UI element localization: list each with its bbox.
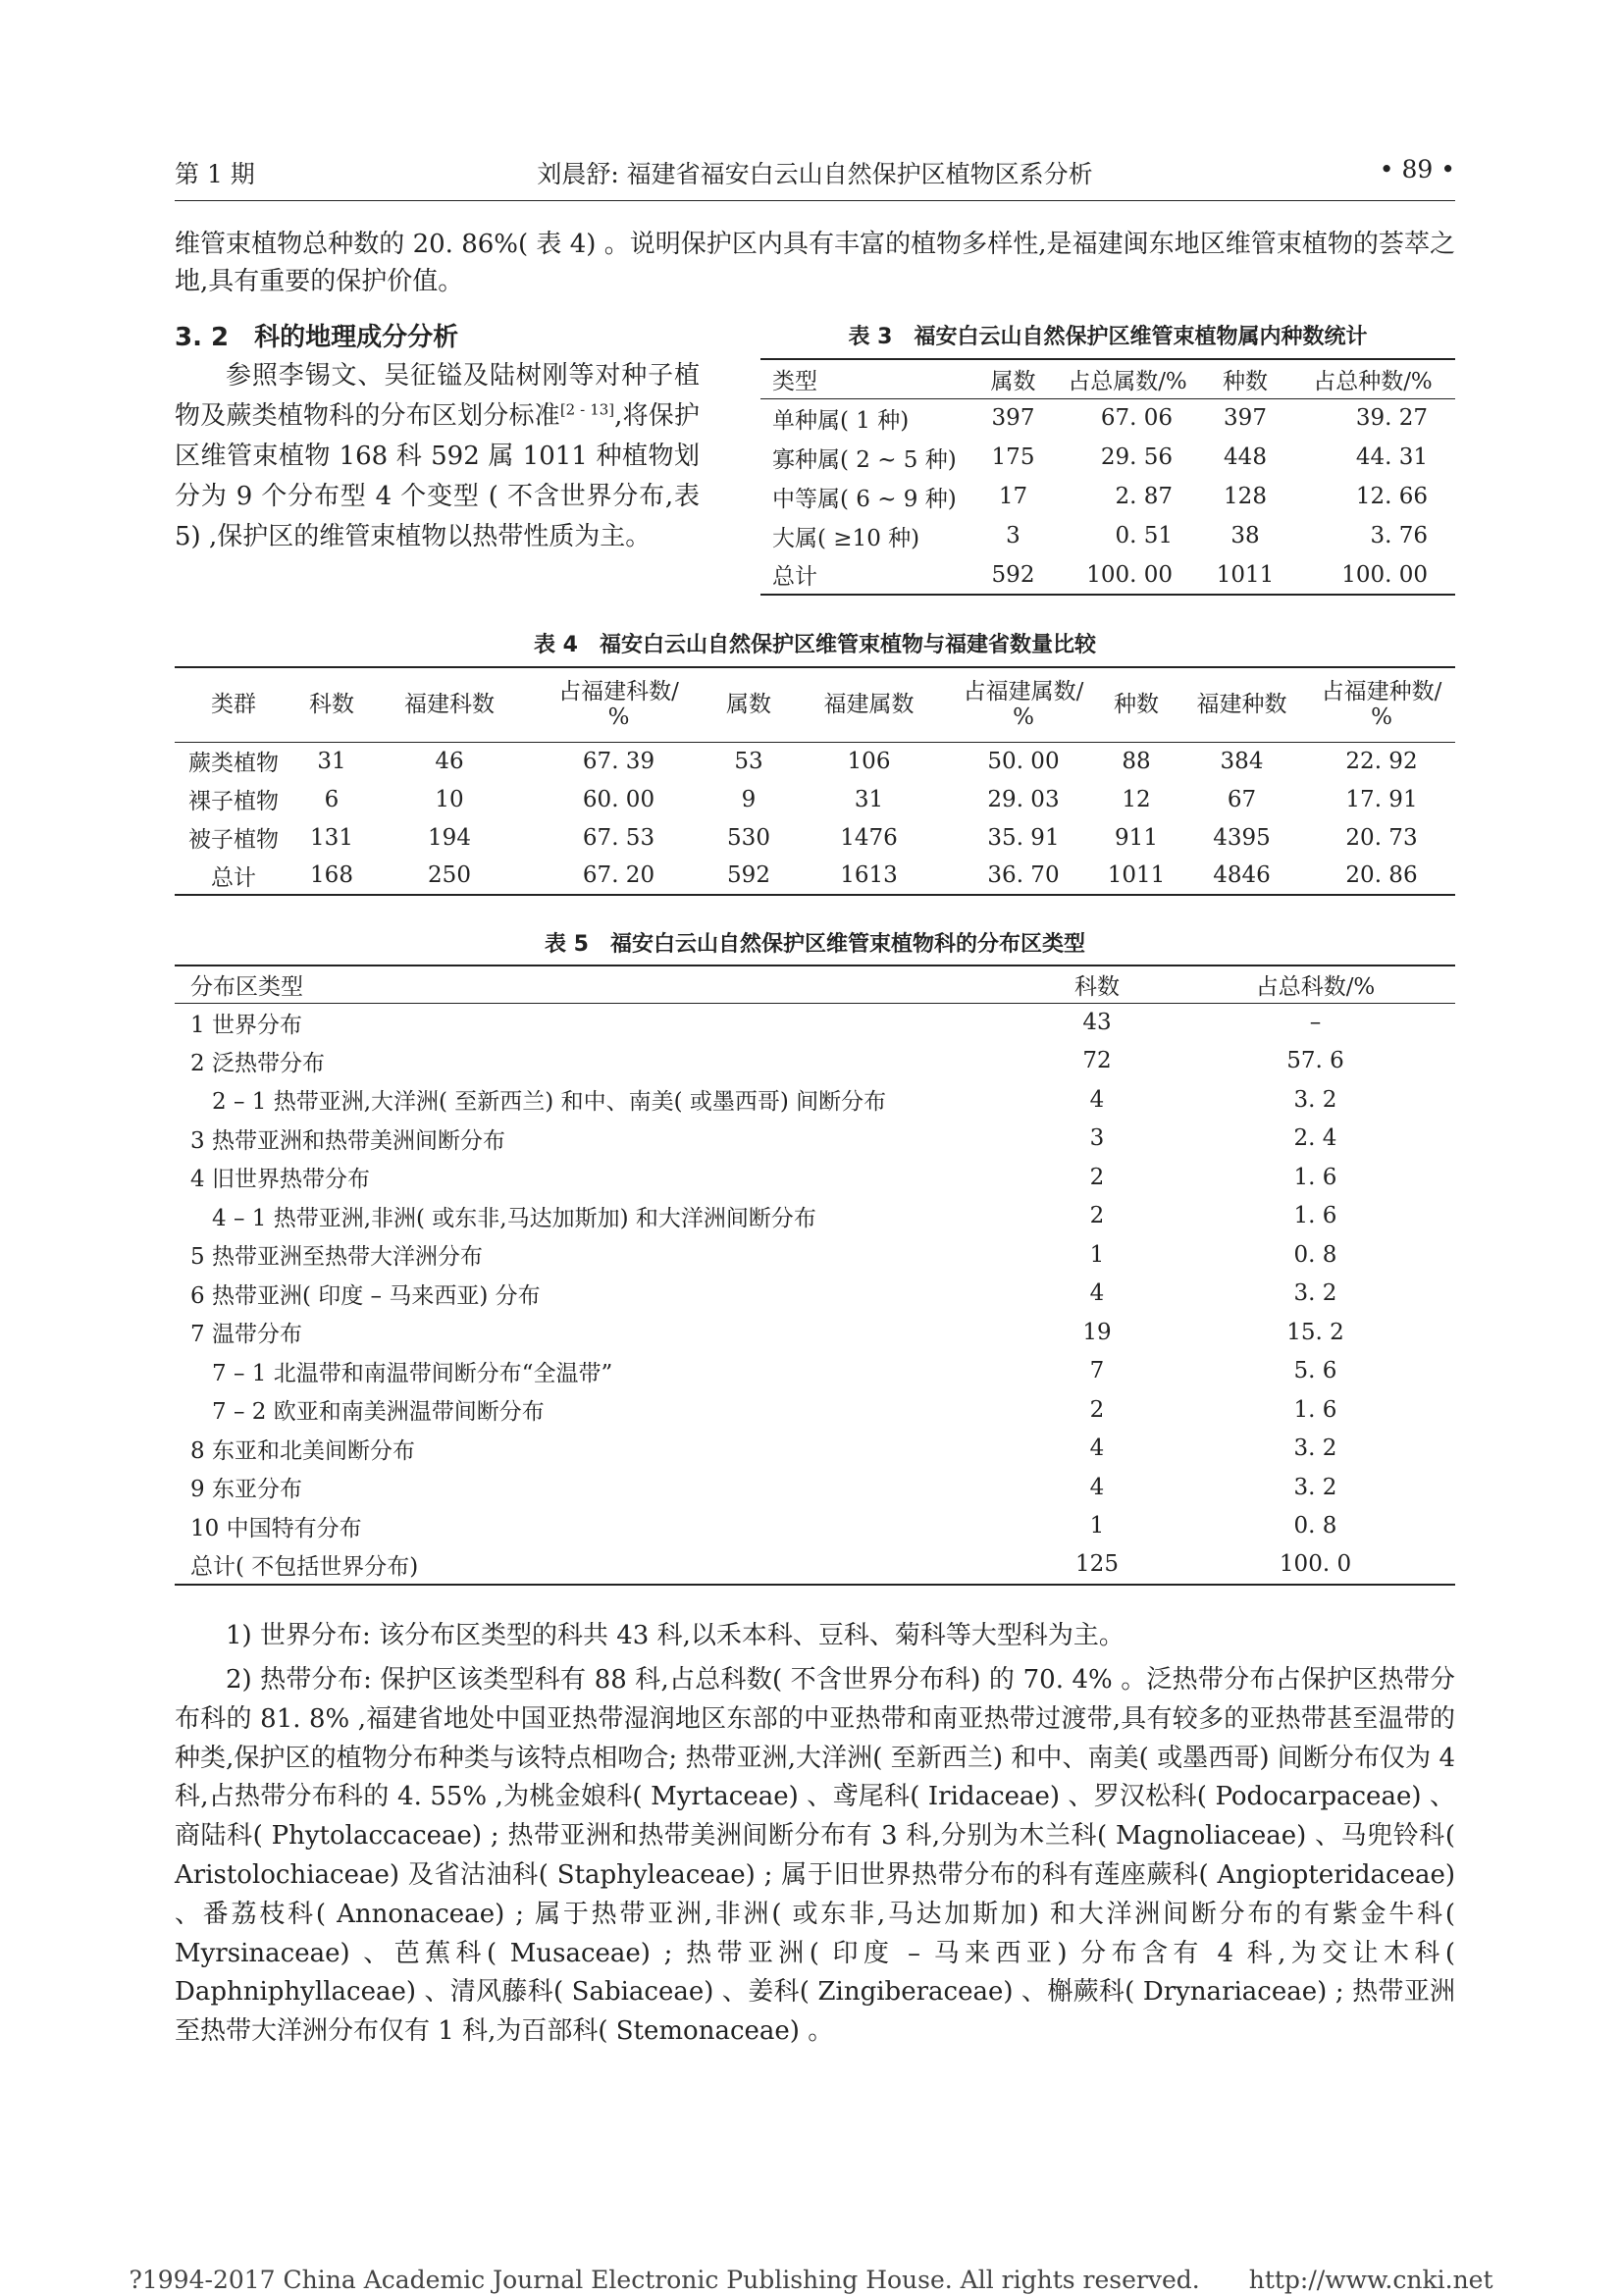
table3-header: 属数 xyxy=(990,368,1036,394)
table-cell: 530 xyxy=(727,824,770,851)
table5-header-row xyxy=(175,965,1455,1003)
table-cell: 3 xyxy=(1006,523,1020,548)
table-cell: 2 xyxy=(1089,1396,1105,1423)
table-cell: 29. 03 xyxy=(987,786,1060,812)
table-cell: 2 – 1 热带亚洲,大洋洲( 至新西兰) 和中、南美( 或墨西哥) 间断分布 xyxy=(212,1089,887,1116)
table-cell: 67. 53 xyxy=(582,824,655,851)
table-cell: 17 xyxy=(998,484,1028,509)
table-cell: 10 中国特有分布 xyxy=(190,1515,362,1541)
table-cell: 36. 70 xyxy=(987,862,1060,888)
table-row xyxy=(175,1275,1455,1314)
table-cell: 1476 xyxy=(840,824,898,851)
table-cell: 194 xyxy=(428,824,471,851)
table3-header: 种数 xyxy=(1223,368,1268,394)
table-cell: 125 xyxy=(1075,1551,1119,1578)
table-cell: 100. 00 xyxy=(1341,561,1428,588)
table-row xyxy=(175,1352,1455,1391)
section-heading: 3. 2 科的地理成分分析 xyxy=(175,323,459,352)
running-title: 刘晨舒: 福建省福安白云山自然保护区植物区系分析 xyxy=(537,160,1093,188)
table-cell: 592 xyxy=(991,561,1035,588)
table-row xyxy=(760,516,1455,555)
table-row xyxy=(175,1313,1455,1352)
table-cell: 53 xyxy=(734,748,763,774)
intro-paragraph: 维管束植物总种数的 20. 86%( 表 4) 。说明保护区内具有丰富的植物多样性,是福建闽东地区维管束植物的荟萃之地,具有重要的保护价值。 xyxy=(175,230,1455,296)
table-cell: 7 – 2 欧亚和南美洲温带间断分布 xyxy=(212,1399,545,1426)
table-cell: 384 xyxy=(1220,748,1264,774)
table-cell: 448 xyxy=(1224,444,1267,470)
table-cell: 60. 00 xyxy=(582,786,655,812)
section-body-part-b: ,将保护区维管束植物 168 科 592 属 1011 种植物划分为 9 个分布型 4 个变型 ( 不含世界分布,表 5) ,保护区的维管束植物以热带性质为主。 xyxy=(175,401,700,551)
table-cell: 1. 6 xyxy=(1293,1396,1337,1423)
table-cell: 39. 27 xyxy=(1355,405,1428,432)
table-cell: 4 xyxy=(1089,1435,1105,1462)
table4-header: 种数 xyxy=(1114,692,1159,718)
table-cell: 12. 66 xyxy=(1355,484,1428,509)
table-cell: 3. 2 xyxy=(1293,1474,1337,1500)
table-row xyxy=(760,477,1455,516)
issue-number: 第 1 期 xyxy=(175,160,255,188)
table4-header: 科数 xyxy=(309,692,354,718)
table-row xyxy=(175,1158,1455,1197)
table-cell: 131 xyxy=(310,824,353,851)
table4-header-row xyxy=(175,667,1455,742)
table-cell: 被子植物 xyxy=(188,827,279,853)
table-cell: 17. 91 xyxy=(1345,786,1418,812)
table-cell: 8 东亚和北美间断分布 xyxy=(190,1437,415,1464)
table-cell: 397 xyxy=(1224,405,1267,432)
table-cell: 裸子植物 xyxy=(188,789,279,814)
running-header xyxy=(175,155,1455,194)
table-cell: 5. 6 xyxy=(1293,1358,1337,1384)
citation-ref: [2 - 13] xyxy=(559,400,615,419)
table-cell: 1011 xyxy=(1107,862,1166,888)
table-cell: 0. 8 xyxy=(1293,1241,1337,1268)
table-row xyxy=(175,1390,1455,1430)
table-cell: 67. 06 xyxy=(1100,405,1173,432)
table-cell: 1 世界分布 xyxy=(190,1012,302,1038)
page-number: • 89 • xyxy=(1379,155,1455,183)
table-cell: 88 xyxy=(1122,748,1151,774)
table4-header: 占福建科数/ % xyxy=(558,679,679,731)
table3 xyxy=(760,358,1455,596)
table4 xyxy=(175,666,1455,896)
table-cell: 4846 xyxy=(1213,862,1271,888)
table-cell: 19 xyxy=(1082,1319,1112,1345)
table-cell: 31 xyxy=(317,748,346,774)
table-cell: 106 xyxy=(847,748,891,774)
table-cell: 100. 00 xyxy=(1086,561,1173,588)
table-cell: 22. 92 xyxy=(1345,748,1418,774)
table-row xyxy=(175,1197,1455,1236)
table-cell: 7 xyxy=(1089,1358,1105,1384)
table-cell: 911 xyxy=(1115,824,1158,851)
table-row xyxy=(175,1080,1455,1120)
copyright-footer: ?1994-2017 China Academic Journal Electronic Publishing House. All rights reserved. http://www.cnki.net xyxy=(129,2266,1493,2294)
table-cell: 4 – 1 热带亚洲,非洲( 或东非,马达加斯加) 和大洋洲间断分布 xyxy=(212,1205,816,1231)
section-body xyxy=(175,356,700,557)
table-cell: 总计 xyxy=(772,564,817,590)
table5 xyxy=(175,965,1455,1586)
table-row xyxy=(760,398,1455,438)
table-row xyxy=(175,857,1455,895)
table-cell: 单种属( 1 种) xyxy=(772,407,910,434)
table-cell: 1. 6 xyxy=(1293,1203,1337,1229)
table-cell: 蕨类植物 xyxy=(188,751,279,777)
table-cell: 3. 76 xyxy=(1370,523,1428,548)
section-body-part-a: 参照李锡文、吴征镒及陆树刚等对种子植物及蕨类植物科的分布区划分标准 xyxy=(175,361,700,431)
table-cell: 44. 31 xyxy=(1355,444,1428,470)
para-world-distribution: 1) 世界分布: 该分布区类型的科共 43 科,以禾本科、豆科、菊科等大型科为主。 xyxy=(226,1621,1125,1650)
table-cell: 7 – 1 北温带和南温带间断分布“全温带” xyxy=(212,1360,613,1386)
table5-header: 占总科数/% xyxy=(1255,973,1376,1000)
table-cell: 10 xyxy=(435,786,464,812)
table-cell: 100. 0 xyxy=(1279,1551,1352,1578)
table-cell: 57. 6 xyxy=(1286,1048,1344,1074)
table-cell: 0. 8 xyxy=(1293,1513,1337,1539)
table-cell: 4 xyxy=(1089,1474,1105,1500)
table-cell: 67. 20 xyxy=(582,862,655,888)
table-cell: 72 xyxy=(1082,1048,1112,1074)
table-cell: 4 旧世界热带分布 xyxy=(190,1167,370,1193)
table-cell: 15. 2 xyxy=(1286,1319,1344,1345)
header-rule xyxy=(175,200,1455,201)
table-cell: 31 xyxy=(854,786,884,812)
table3-header-row xyxy=(760,359,1455,398)
table-row xyxy=(175,1120,1455,1159)
table-cell: 大属( ≥10 种) xyxy=(772,525,920,551)
table-cell: 6 热带亚洲( 印度 – 马来西亚) 分布 xyxy=(190,1282,541,1309)
table-cell: 4 xyxy=(1089,1086,1105,1113)
table-cell: 3. 2 xyxy=(1293,1280,1337,1307)
table-cell: 1 xyxy=(1089,1513,1105,1539)
table5-header: 分布区类型 xyxy=(190,973,303,1000)
table-cell: 7 温带分布 xyxy=(190,1322,302,1348)
table5-header: 科数 xyxy=(1074,973,1120,1000)
table-cell: 592 xyxy=(727,862,770,888)
table3-caption: 表 3 福安白云山自然保护区维管束植物属内种数统计 xyxy=(848,325,1368,349)
table-cell: 3 热带亚洲和热带美洲间断分布 xyxy=(190,1127,505,1154)
table5-caption: 表 5 福安白云山自然保护区维管束植物科的分布区类型 xyxy=(545,932,1085,957)
table-row xyxy=(175,1003,1455,1042)
table-cell: 168 xyxy=(310,862,353,888)
table-cell: 3. 2 xyxy=(1293,1435,1337,1462)
table-cell: 397 xyxy=(991,405,1035,432)
table-cell: 35. 91 xyxy=(987,824,1060,851)
table-cell: 2. 87 xyxy=(1115,484,1173,509)
table-cell: 38 xyxy=(1230,523,1260,548)
table-cell: 29. 56 xyxy=(1100,444,1173,470)
table4-header: 福建种数 xyxy=(1196,692,1287,718)
table-cell: 43 xyxy=(1082,1010,1112,1035)
table-row xyxy=(175,1235,1455,1275)
table-cell: 1 xyxy=(1089,1241,1105,1268)
table-cell: – xyxy=(1309,1010,1322,1035)
table-cell: 3 xyxy=(1089,1125,1105,1152)
table-cell: 20. 86 xyxy=(1345,862,1418,888)
table-cell: 250 xyxy=(428,862,471,888)
table-cell: 9 东亚分布 xyxy=(190,1477,302,1503)
para-tropical-distribution: 2) 热带分布: 保护区该类型科有 88 科,占总科数( 不含世界分布科) 的 70. 4% 。泛热带分布占保护区热带分布科的 81. 8% ,福建省地处中国亚热带湿润地区东部的中亚热带和南亚热带过渡带,具有较多的亚热带甚至温带的种类,保护区的植物分布种类与该特点相吻合; 热带亚洲,大洋洲( 至新西兰) 和中、南美( 或墨西哥) 间断分布仅为 4 科,占热带分布科的 4. 55% ,为桃金娘科( Myrtaceae) 、鸢尾科( Iridaceae) 、罗汉松科( Podocarpaceae) 、商陆科( Phytolaccaceae) ; 热带亚洲和热带美洲间断分布有 3 科,分别为木兰科( Magnoliaceae) 、马兜铃科( Aristolochiaceae) 及省沽油科( Staphyleaceae) ; 属于旧世界热带分布的科有莲座蕨科( Angiopteridaceae) 、番荔枝科( Annonaceae) ; 属于热带亚洲,非洲( 或东非,马达加斯加) 和大洋洲间断分布的有紫金牛科( Myrsinaceae) 、芭蕉科( Musaceae) ; 热带亚洲( 印度 – 马来西亚) 分布含有 4 科,为交让木科( Daphniphyllaceae) 、清风藤科( Sabiaceae) 、姜科( Zingiberaceae) 、槲蕨科( Drynariaceae) ; 热带亚洲至热带大洋洲分布仅有 1 科,为百部科( Stemonaceae) 。 xyxy=(175,1665,1455,2047)
table-row xyxy=(175,1430,1455,1469)
table-cell: 50. 00 xyxy=(987,748,1060,774)
table4-header: 属数 xyxy=(726,692,771,718)
table-cell: 0. 51 xyxy=(1115,523,1173,548)
table-cell: 2 xyxy=(1089,1164,1105,1190)
table-row xyxy=(175,1545,1455,1585)
table-cell: 总计 xyxy=(211,864,256,891)
table-cell: 5 热带亚洲至热带大洋洲分布 xyxy=(190,1244,483,1271)
table-cell: 总计( 不包括世界分布) xyxy=(190,1553,419,1580)
table4-caption: 表 4 福安白云山自然保护区维管束植物与福建省数量比较 xyxy=(534,633,1096,657)
table3-header: 类型 xyxy=(772,368,817,394)
table-row xyxy=(175,780,1455,818)
table-row xyxy=(175,1507,1455,1546)
table-row xyxy=(175,1042,1455,1081)
table3-header: 占总种数/% xyxy=(1313,368,1433,394)
table-cell: 1011 xyxy=(1216,561,1275,588)
table-cell: 12 xyxy=(1122,786,1151,812)
table-cell: 20. 73 xyxy=(1345,824,1418,851)
table-cell: 1. 6 xyxy=(1293,1164,1337,1190)
table-row xyxy=(175,818,1455,857)
table4-header: 福建属数 xyxy=(823,692,915,718)
table-cell: 128 xyxy=(1224,484,1267,509)
table-cell: 2. 4 xyxy=(1293,1125,1337,1152)
table4-header: 占福建种数/ % xyxy=(1321,679,1442,731)
table-row xyxy=(175,1468,1455,1507)
table-cell: 1613 xyxy=(840,862,898,888)
table-cell: 67. 39 xyxy=(582,748,655,774)
table4-header: 福建科数 xyxy=(404,692,495,718)
table-cell: 9 xyxy=(741,786,757,812)
table-cell: 4 xyxy=(1089,1280,1105,1307)
table-cell: 中等属( 6 ~ 9 种) xyxy=(772,486,957,512)
table-cell: 6 xyxy=(324,786,340,812)
table-cell: 67 xyxy=(1227,786,1257,812)
table-cell: 2 泛热带分布 xyxy=(190,1050,325,1076)
table-cell: 46 xyxy=(435,748,464,774)
table-row xyxy=(760,555,1455,595)
table4-header: 类群 xyxy=(211,692,256,718)
table-cell: 4395 xyxy=(1213,824,1271,851)
table3-header: 占总属数/% xyxy=(1068,368,1187,394)
table-row xyxy=(760,438,1455,477)
table-cell: 2 xyxy=(1089,1203,1105,1229)
table-row xyxy=(175,742,1455,780)
table-cell: 寡种属( 2 ~ 5 种) xyxy=(772,446,957,473)
table-cell: 175 xyxy=(991,444,1035,470)
table-cell: 3. 2 xyxy=(1293,1086,1337,1113)
table4-header: 占福建属数/ % xyxy=(963,679,1084,731)
